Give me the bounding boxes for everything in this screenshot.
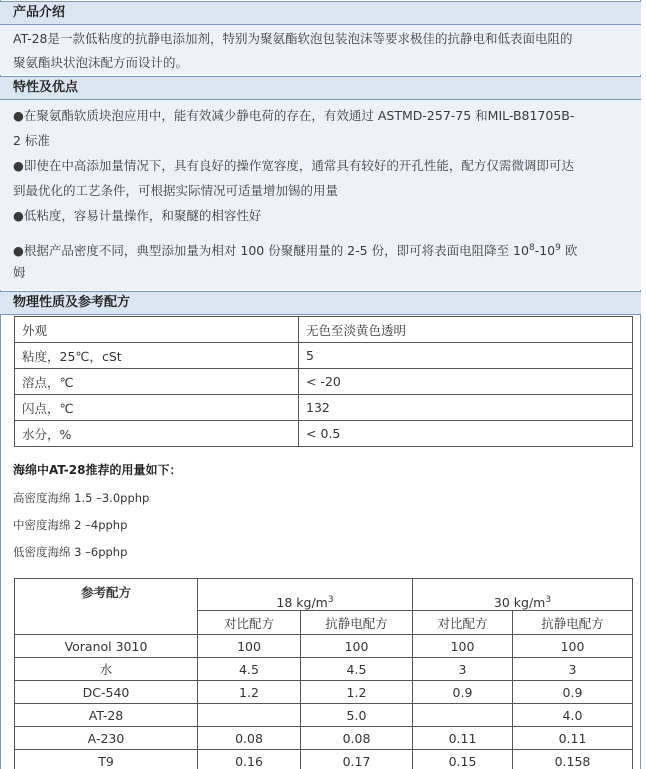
- prop-label: 溶点，℃: [15, 369, 299, 395]
- feature-1-line-2: 2 标准: [13, 133, 50, 148]
- cell: T9: [15, 750, 198, 769]
- feature-4-post: 欧: [560, 243, 578, 259]
- feature-4-line-1: [13, 236, 635, 263]
- prop-value: 132: [299, 395, 633, 421]
- prop-label: 粘度，25℃，cSt: [15, 343, 299, 369]
- feature-2-line-1: ●即使在中高添加量情况下，具有良好的操作宽容度，通常具有较好的开孔性能，配方仅需微调即可达: [13, 158, 574, 173]
- cell: 1.2: [198, 681, 301, 704]
- cell: DC-540: [15, 681, 198, 704]
- prop-label: 闪点，℃: [15, 395, 299, 421]
- cell: 0.17: [301, 750, 413, 769]
- table-row: [15, 395, 633, 421]
- prop-label: 水分，%: [15, 421, 299, 447]
- table-row: [15, 369, 633, 395]
- cell: 100: [301, 635, 413, 658]
- cell: 100: [513, 635, 633, 658]
- col-compare: 对比配方: [413, 611, 513, 635]
- prop-value: 5: [299, 343, 633, 369]
- feature-4-exp2: 9: [555, 243, 561, 253]
- cell: [413, 704, 513, 727]
- cell: 0.9: [413, 681, 513, 704]
- prop-value: < -20: [299, 369, 633, 395]
- physical-properties-table: [14, 316, 633, 447]
- density-30: [413, 579, 633, 611]
- density-18-label: 18 kg/m: [276, 595, 328, 610]
- col-antistatic: 抗静电配方: [513, 611, 633, 635]
- section-intro-title: 产品介绍: [0, 1, 641, 25]
- cell: 4.0: [513, 704, 633, 727]
- cell: 5.0: [301, 704, 413, 727]
- density-18: [198, 579, 413, 611]
- dosage-low: 低密度海绵 3 –6pphp: [13, 545, 128, 559]
- table-row: [15, 658, 633, 681]
- cell: 0.9: [513, 681, 633, 704]
- cell: [198, 704, 301, 727]
- prop-value: 无色至淡黄色透明: [299, 317, 633, 343]
- prop-value: < 0.5: [299, 421, 633, 447]
- section-intro-body: [0, 25, 641, 75]
- cell: 3: [413, 658, 513, 681]
- cell: 1.2: [301, 681, 413, 704]
- table-row: [15, 750, 633, 769]
- cell: 4.5: [198, 658, 301, 681]
- cell: 0.158: [513, 750, 633, 769]
- table-header-row: [15, 579, 633, 611]
- cell: 100: [413, 635, 513, 658]
- table-row: [15, 704, 633, 727]
- feature-3: ●低粘度，容易计量操作，和聚醚的相容性好: [13, 208, 262, 223]
- prop-label: 外观: [15, 317, 299, 343]
- feature-4-exp1: 8: [528, 243, 535, 253]
- intro-line-2: 聚氨酯块状泡沫配方而设计的。: [13, 55, 189, 70]
- cell: 3: [513, 658, 633, 681]
- table-row: [15, 727, 633, 750]
- table-row: [15, 317, 633, 343]
- cell: 0.15: [413, 750, 513, 769]
- table-row: [15, 343, 633, 369]
- feature-1-line-1: ●在聚氨酯软质块泡应用中，能有效减少静电荷的存在，有效通过 ASTMD-257-75 和MIL-B81705B-: [13, 108, 575, 123]
- cell: 0.11: [513, 727, 633, 750]
- formula-header: 参考配方: [15, 579, 198, 635]
- cell: AT-28: [15, 704, 198, 727]
- density-30-sup: 3: [545, 594, 552, 605]
- col-antistatic: 抗静电配方: [301, 611, 413, 635]
- cell: 100: [198, 635, 301, 658]
- dosage-high: 高密度海绵 1.5 –3.0pphp: [13, 491, 150, 505]
- cell: A-230: [15, 727, 198, 750]
- cell: 4.5: [301, 658, 413, 681]
- cell: Voranol 3010: [15, 635, 198, 658]
- cell: 0.08: [198, 727, 301, 750]
- cell: 水: [15, 658, 198, 681]
- density-30-label: 30 kg/m: [493, 595, 546, 610]
- section-physical-title: 物理性质及参考配方: [0, 291, 641, 315]
- section-features-body: [0, 100, 641, 290]
- cell: 0.11: [413, 727, 513, 750]
- dosage-heading: 海绵中AT-28推荐的用量如下：: [13, 463, 182, 477]
- table-row: [15, 635, 633, 658]
- feature-4-text: ●根据产品密度不同，典型添加量为相对 100 份聚醚用量的 2-5 份，即可将表面电阻降至 10: [13, 243, 529, 259]
- intro-line-1: AT-28是一款低粘度的抗静电添加剂，特别为聚氨酯软泡包装泡沫等要求极佳的抗静电和低表面电阻的: [13, 31, 573, 46]
- section-features-title: 特性及优点: [0, 76, 641, 100]
- table-row: [15, 681, 633, 704]
- density-18-sup: 3: [327, 594, 334, 605]
- feature-4-line-2: 姆: [13, 265, 26, 280]
- table-row: [15, 421, 633, 447]
- reference-formula-table: [14, 578, 633, 769]
- feature-2-line-2: 到最优化的工艺条件，可根据实际情况可适量增加锡的用量: [13, 183, 339, 198]
- col-compare: 对比配方: [198, 611, 301, 635]
- feature-4-mid: -10: [534, 243, 556, 259]
- dosage-mid: 中密度海绵 2 –4pphp: [13, 518, 128, 532]
- cell: 0.16: [198, 750, 301, 769]
- cell: 0.08: [301, 727, 413, 750]
